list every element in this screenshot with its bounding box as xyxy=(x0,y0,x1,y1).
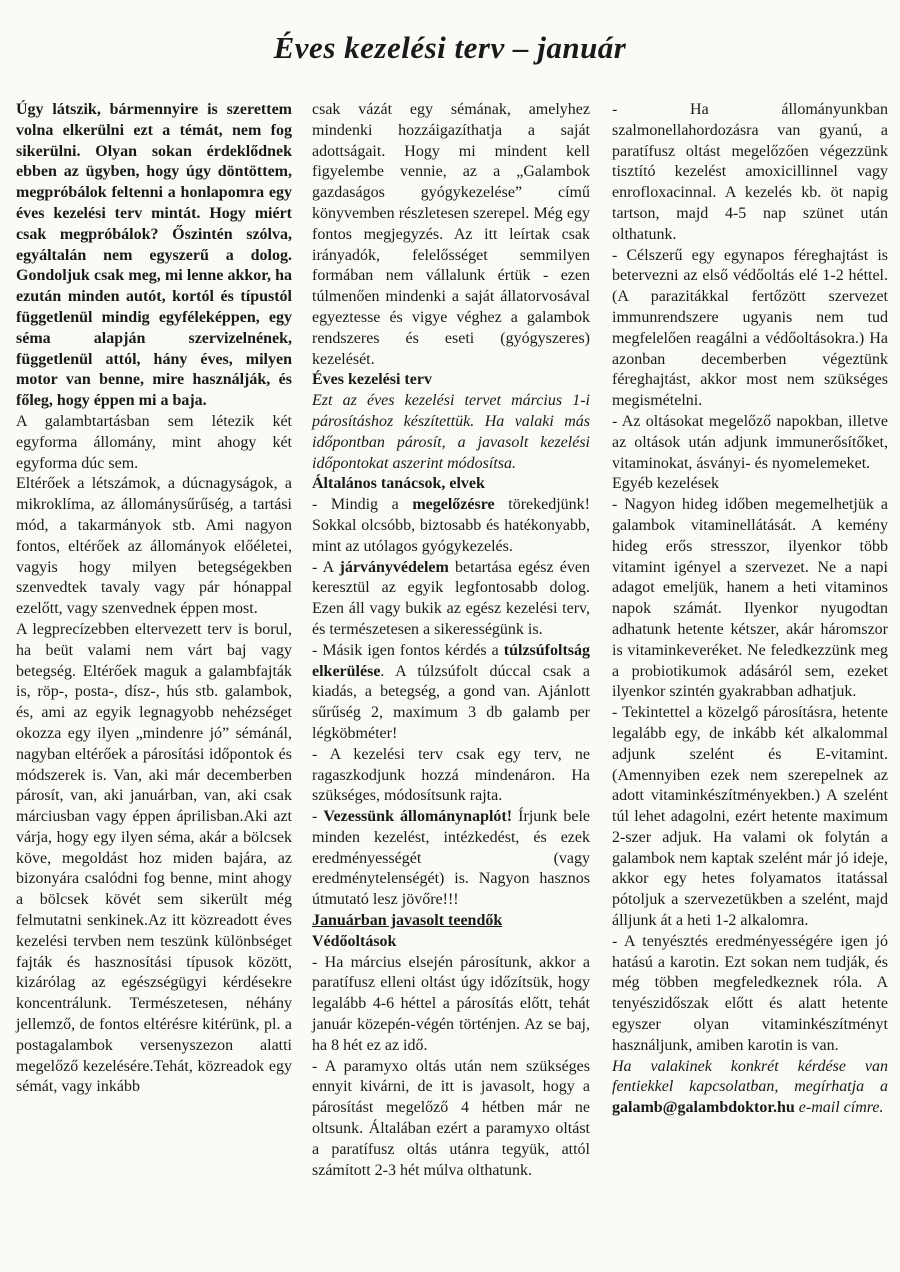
heading-january: Januárban javasolt teendők xyxy=(312,912,503,930)
tip-epidemic xyxy=(312,558,590,641)
text: Ha valakinek konkrét kérdése van fentiekkel kapcsolatban, megírhatja a xyxy=(612,1057,888,1096)
plan-note: Ezt az éves kezelési tervet március 1-i párosításhoz készítettük. Ha valaki más időpontban párosít, a javasolt kezelési időpontokat aszerint módosítsa. xyxy=(312,392,590,472)
text: Írjunk bele minden kezelést, intézkedést, és ezek eredményességét (vagy eredménytelenségét) is. Nagyon hasznos útmutató lesz jövőre!!! xyxy=(312,808,591,909)
heading-plan: Éves kezelési terv xyxy=(312,371,432,389)
highlight: megelőzésre xyxy=(412,496,495,514)
column-2 xyxy=(312,100,590,1181)
text: - A xyxy=(312,558,340,576)
paragraph: - Ha március elsején párosítunk, akkor a paratífusz elleni oltást úgy időzítsük, hogy legalább 4-6 héttel a párosítás előtt, tehát január közepén-végén történjen. Az se baj, ha 8 hét ez az idő. xyxy=(312,953,590,1054)
text: e-mail címre. xyxy=(794,1099,884,1117)
heading-vaccination: Védőoltások xyxy=(312,932,397,950)
paragraph: - Nagyon hideg időben megemelhetjük a galambok vitaminellátását. A kemény hideg erős stresszor, ilyenkor több vitamint igényel a szervezet. Ne a napi adagot emeljük, hanem a heti vitaminos napok számát. Ilyenkor nyugodtan adhatunk hetente kétszer, akár háromszor is vitaminkeveréket. Ne feledkezzünk meg a probiotikumok adásáról sem, ezeket ilyenkor szintén gyakrabban adhatjuk. xyxy=(612,496,888,701)
text: törekedjünk! Sokkal olcsóbb, biztosabb és hatékonyabb, mint az utólagos gyógykezelés. xyxy=(312,496,590,555)
tip-flexibility: - A kezelési terv csak egy terv, ne ragaszkodjunk hozzá mindenáron. Ha szükséges, módosítsunk rajta. xyxy=(312,745,590,805)
highlight: túlzsúfoltság elkerülése xyxy=(312,641,590,680)
paragraph: - Az oltásokat megelőző napokban, illetve az oltások után adjunk immunerősítőket, vitaminokat, ásványi- és nyomelemeket. xyxy=(612,412,888,472)
tip-overcrowding xyxy=(312,641,590,745)
paragraph: A galambtartásban sem létezik két egyforma állomány, mint ahogy két egyforma dúc sem. xyxy=(16,412,292,472)
text: - xyxy=(312,808,324,826)
text: betartása egész éven keresztül az egyik legfontosabb dolog. Ezen áll vagy bukik az egész kezelési terv, és természetesen a sikerességünk is. xyxy=(312,558,590,638)
intro-paragraph: Úgy látszik, bármennyire is szerettem volna elkerülni ezt a témát, nem fog sikerülni. Olyan sokan érdeklődnek ebben az ügyben, hogy úgy döntöttem, megpróbálok feltenni a honlapomra egy éves kezelési terv mintát. Hogy miért csak megpróbálok? Őszintén szólva, egyáltalán nem egyszerű a dolog. Gondoljuk csak meg, mi lenne akkor, ha ezután minden autót, kortól és típustól függetlenül mindig egyféleképpen, egy séma alapján szervizelnének, függetlenül attól, hány éves, milyen motor van benne, mire használják, és főleg, hogy éppen mi a baja. xyxy=(16,101,292,410)
highlight: Vezessünk állománynaplót! xyxy=(323,808,513,826)
tip-prevention xyxy=(312,495,590,557)
column-1 xyxy=(16,100,292,1098)
paragraph: - A tenyésztés eredményességére igen jó hatású a karotin. Ezt sokan nem tudják, és még többen megfeledkeznek róla. A tenyészidőszak előtt és alatt hetente egyszer olyan vitaminkészítményt használjunk, amiben karotin is van. xyxy=(612,932,888,1054)
paragraph: A legprecízebben eltervezett terv is borul, ha beüt valami nem várt baj vagy betegség. Eltérőek maguk a galambfajták is, röp-, posta-, dísz-, hús stb. galambok, és, ami az egyik legnagyobb nehézséget okozza egy ilyen „mindenre jó” sémánál, nagyban eltérőek a párosítási időpontok és módszerek is. Van, aki már decemberben párosít, van, aki januárban, van, aki csak márciusban vagy éppen áprilisban.Aki azt várja, hogy egy ilyen séma, akár a bölcsek köve, megoldást hoz miden bajára, az bizonyára csalódni fog benne, mint ahogy a bölcsek kövét sem sikerült még felmutatni senkinek.Az itt közreadott éves kezelési tervben nem teszünk különbséget fajták és hasznosítási típusok között, kizárólag az egészségügyi kérdésekre koncentrálunk. Természetesen, néhány jellemző, de fontos eltérésre kitérünk, pl. a postagalambok versenyszezon alatti megelőző kezelésére.Tehát, közreadok egy sémát, vagy inkább xyxy=(16,620,292,1096)
tip-logbook xyxy=(312,807,590,911)
paragraph: csak vázát egy sémának, amelyhez mindenki hozzáigazíthatja a saját adottságait. Hogy mi mindent kell figyelembe vennie, az a „Galambok gazdaságos gyógykezelése” című könyvemben részletesen szerepel. Még egy fontos megjegyzés. Az itt leírtak csak irányadók, felelősséget semmilyen formában nem vállalunk értük - ezen túlmenően mindenki a saját állatorvosával egyeztesse és vigye véghez a galambok rendszeres és eseti (gyógyszeres) kezelését. xyxy=(312,101,590,368)
paragraph: - Ha állományunkban szalmonellahordozásra van gyanú, a paratífusz oltást megelőzően végezzünk tisztító kezelést amoxicillinnel vagy enrofloxacinnal. A kezelés kb. öt napig tartson, majd 4-5 nap szünet után olthatunk. xyxy=(612,101,888,243)
heading-general: Általános tanácsok, elvek xyxy=(312,475,485,493)
page-title: Éves kezelési terv – január xyxy=(273,30,627,65)
text: . A túlzsúfolt dúccal csak a kiadás, a betegség, a gond van. Ajánlott sűrűség 2, maximum 3 db galamb per légköbméter! xyxy=(312,662,590,742)
paragraph: - Célszerű egy egynapos féreghajtást is betervezni az első védőoltás elé 1-2 héttel. (A parazitákkal fertőzött szervezet immunrendszere ugyanis nem tud megfelelően reagálni a védőoltásokra.) Ha azonban decemberben végeztünk féreghajtást, akkor most nem szükséges megismételni. xyxy=(612,246,888,410)
heading-other: Egyéb kezelések xyxy=(612,475,720,493)
email-link[interactable]: galamb@galambdoktor.hu xyxy=(612,1099,795,1117)
paragraph: - A paramyxo oltás után nem szükséges ennyit kivárni, de itt is javasolt, hogy a párosítást megelőző 4 hétben már ne oltsunk. Általában ezért a paramyxo oltást a paratífusz oltás utánra tegyük, attól számított 2-3 hét múlva olthatunk. xyxy=(312,1057,590,1179)
paragraph: - Tekintettel a közelgő párosításra, hetente legalább egy, de inkább két alkalommal adjunk szelént és E-vitamint. (Amennyiben ezek nem szerepelnek az adott vitaminkészítményekben.) A szelént túl lehet adagolni, ezért hetente maximum 2-szer adjuk. Ha valami ok folytán a galambok nem kaptak szelént már jó ideje, akkor egy hetes folyamatos itatással pótoljuk a szervezetükben a szelént, majd álljunk át a heti 1-2 alkalomra. xyxy=(612,704,888,930)
column-3 xyxy=(612,100,888,1119)
text: - Másik igen fontos kérdés a xyxy=(312,641,504,659)
highlight: járványvédelem xyxy=(339,558,449,576)
contact-note xyxy=(612,1057,888,1119)
text: - Mindig a xyxy=(312,496,413,514)
paragraph: Eltérőek a létszámok, a dúcnagyságok, a mikroklíma, az állománysűrűség, a tartási mód, a takarmányok stb. Ami nagyon fontos, eltérőek az állományok előéletei, vagyis hogy milyen betegségekben szenvedtek tavaly vagy pár hónappal ezelőtt, vagy szenvednek éppen most. xyxy=(16,475,292,618)
